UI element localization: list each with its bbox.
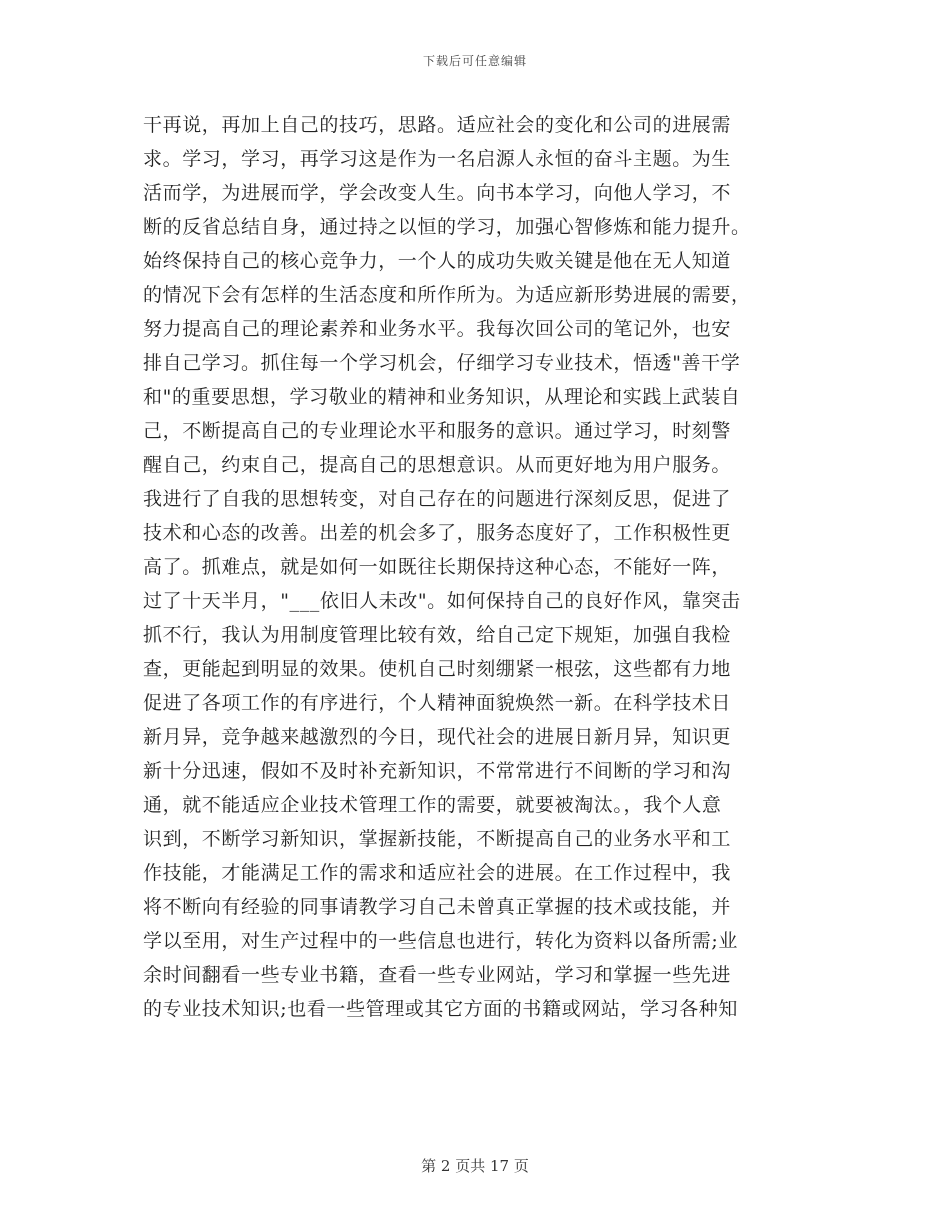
text-line: 识到，不断学习新知识，掌握新技能，不断提高自己的业务水平和工: [143, 828, 732, 850]
body-text: [143, 108, 813, 1026]
text-line: 醒自己，约束自己，提高自己的思想意识。从而更好地为用户服务。: [143, 454, 732, 476]
text-line: 作技能，才能满足工作的需求和适应社会的进展。在工作过程中，我: [143, 862, 732, 884]
text-line: 新月异，竞争越来越激烈的今日，现代社会的进展日新月异，知识更: [143, 726, 732, 748]
text-line: 通，就不能适应企业技术管理工作的需要，就要被淘汰。，我个人意: [143, 794, 722, 816]
text-line: 干再说，再加上自己的技巧，思路。适应社会的变化和公司的进展需: [143, 114, 732, 136]
text-line: 努力提高自己的理论素养和业务水平。我每次回公司的笔记外，也安: [143, 318, 732, 340]
text-line: 余时间翻看一些专业书籍，查看一些专业网站，学习和掌握一些先进: [143, 964, 732, 986]
text-line: 高了。抓难点，就是如何一如既往长期保持这种心态，不能好一阵，: [143, 556, 732, 578]
text-line: 我进行了自我的思想转变，对自己存在的问题进行深刻反思，促进了: [143, 488, 732, 510]
text-line: 排自己学习。抓住每一个学习机会，仔细学习专业技术，悟透"善干学: [143, 352, 741, 374]
text-line: 断的反省总结自身，通过持之以恒的学习，加强心智修炼和能力提升。: [143, 216, 751, 238]
text-line: 促进了各项工作的有序进行，个人精神面貌焕然一新。在科学技术日: [143, 692, 732, 714]
text-line: 学以至用，对生产过程中的一些信息也进行，转化为资料以备所需;业: [143, 930, 739, 952]
text-line: 求。学习，学习，再学习这是作为一名启源人永恒的奋斗主题。为生: [143, 148, 732, 170]
text-line: 技术和心态的改善。出差的机会多了，服务态度好了，工作积极性更: [143, 522, 732, 544]
text-line: 始终保持自己的核心竞争力，一个人的成功失败关键是他在无人知道: [143, 250, 732, 272]
text-line: 的情况下会有怎样的生活态度和所作所为。为适应新形势进展的需要，: [143, 284, 751, 306]
page-header-note: 下载后可任意编辑: [422, 54, 527, 68]
text-line: 将不断向有经验的同事请教学习自己未曾真正掌握的技术或技能，并: [143, 896, 732, 918]
text-line: 己，不断提高自己的专业理论水平和服务的意识。通过学习，时刻警: [143, 420, 732, 442]
text-line: 活而学，为进展而学，学会改变人生。向书本学习，向他人学习，不: [143, 182, 732, 204]
text-line: 过了十天半月，"___依旧人未改"。如何保持自己的良好作风，靠突击: [143, 590, 741, 612]
text-line: 和"的重要思想，学习敬业的精神和业务知识，从理论和实践上武装自: [143, 386, 741, 408]
page-number: 第 2 页共 17 页: [421, 1157, 529, 1175]
text-line: 的专业技术知识;也看一些管理或其它方面的书籍或网站，学习各种知: [143, 998, 739, 1020]
text-line: 抓不行，我认为用制度管理比较有效，给自己定下规矩，加强自我检: [143, 624, 732, 646]
text-line: 查，更能起到明显的效果。使机自己时刻绷紧一根弦，这些都有力地: [143, 658, 732, 680]
text-line: 新十分迅速，假如不及时补充新知识，不常常进行不间断的学习和沟: [143, 760, 732, 782]
